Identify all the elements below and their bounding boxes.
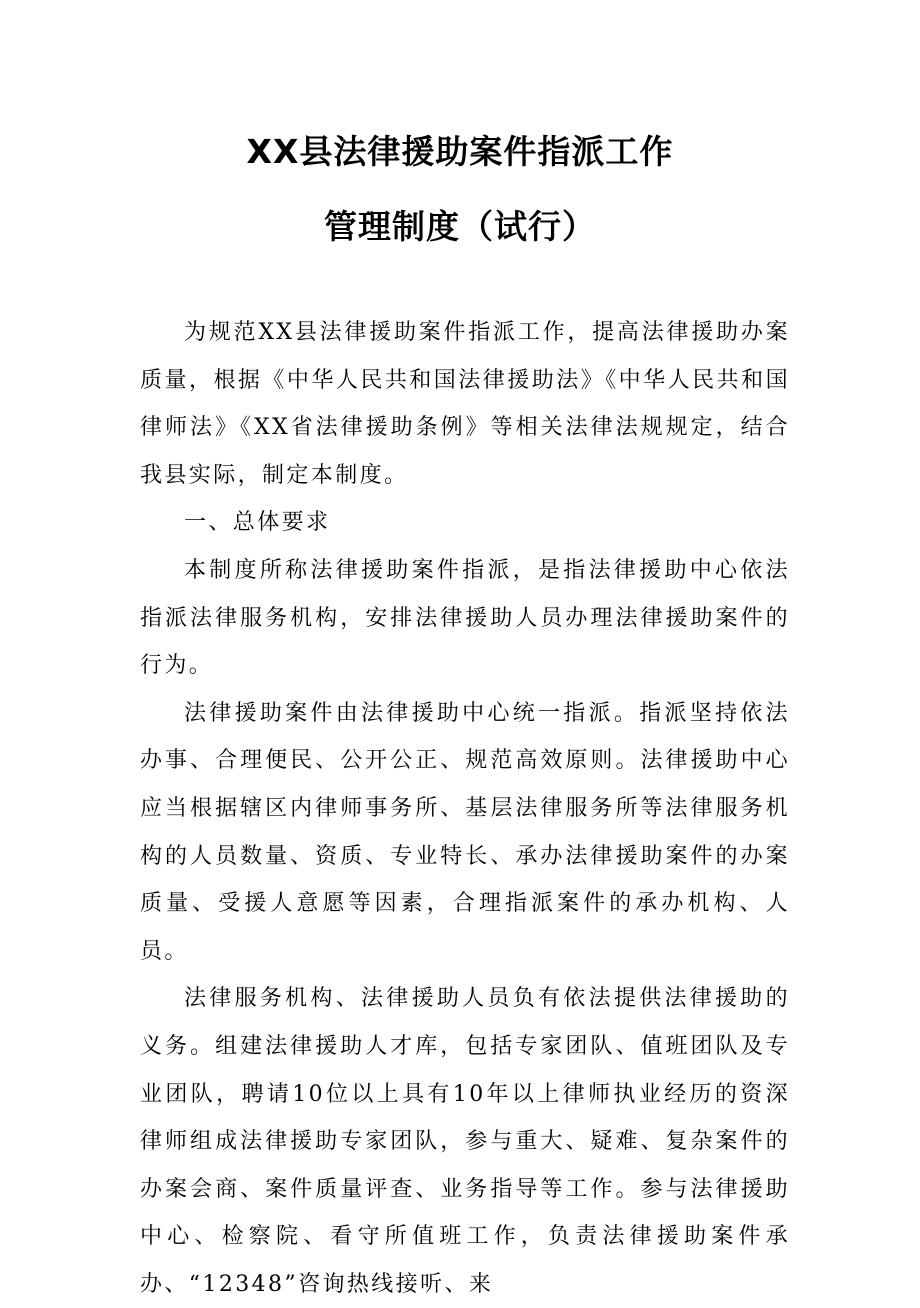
document-title-line-2: 管理制度（试行） [324, 207, 596, 246]
paragraph-assignment-principles: 法律援助案件由法律援助中心统一指派。指派坚持依法办事、合理便民、公开公正、规范高效原则。法律援助中心应当根据辖区内律师事务所、基层法律服务所等法律服务机构的人员数量、资质、专业特长、承办法律援助案件的办案质量、受援人意愿等因素，合理指派案件的承办机构、人员。 [140, 700, 790, 964]
paragraph-preamble: 为规范XX县法律援助案件指派工作，提高法律援助办案质量，根据《中华人民共和国法律援助法》《中华人民共和国律师法》《XX省法律援助条例》等相关法律法规规定，结合我县实际，制定本制度。 [140, 320, 790, 488]
document-title-line-1: XX县法律援助案件指派工作 [246, 132, 674, 171]
document-body [140, 309, 790, 1308]
paragraph-definition: 本制度所称法律援助案件指派，是指法律援助中心依法指派法律服务机构，安排法律援助人员办理法律援助案件的行为。 [140, 557, 790, 679]
section-heading-general-requirements: 一、总体要求 [184, 510, 331, 536]
paragraph-obligations: 法律服务机构、法律援助人员负有依法提供法律援助的义务。组建法律援助人才库，包括专家团队、值班团队及专业团队，聘请10位以上具有10年以上律师执业经历的资深律师组成法律援助专家团队，参与重大、疑难、复杂案件的办案会商、案件质量评查、业务指导等工作。参与法律援助中心、检察院、看守所值班工作，负责法律援助案件承办、“12348”咨询热线接听、来 [140, 986, 790, 1297]
